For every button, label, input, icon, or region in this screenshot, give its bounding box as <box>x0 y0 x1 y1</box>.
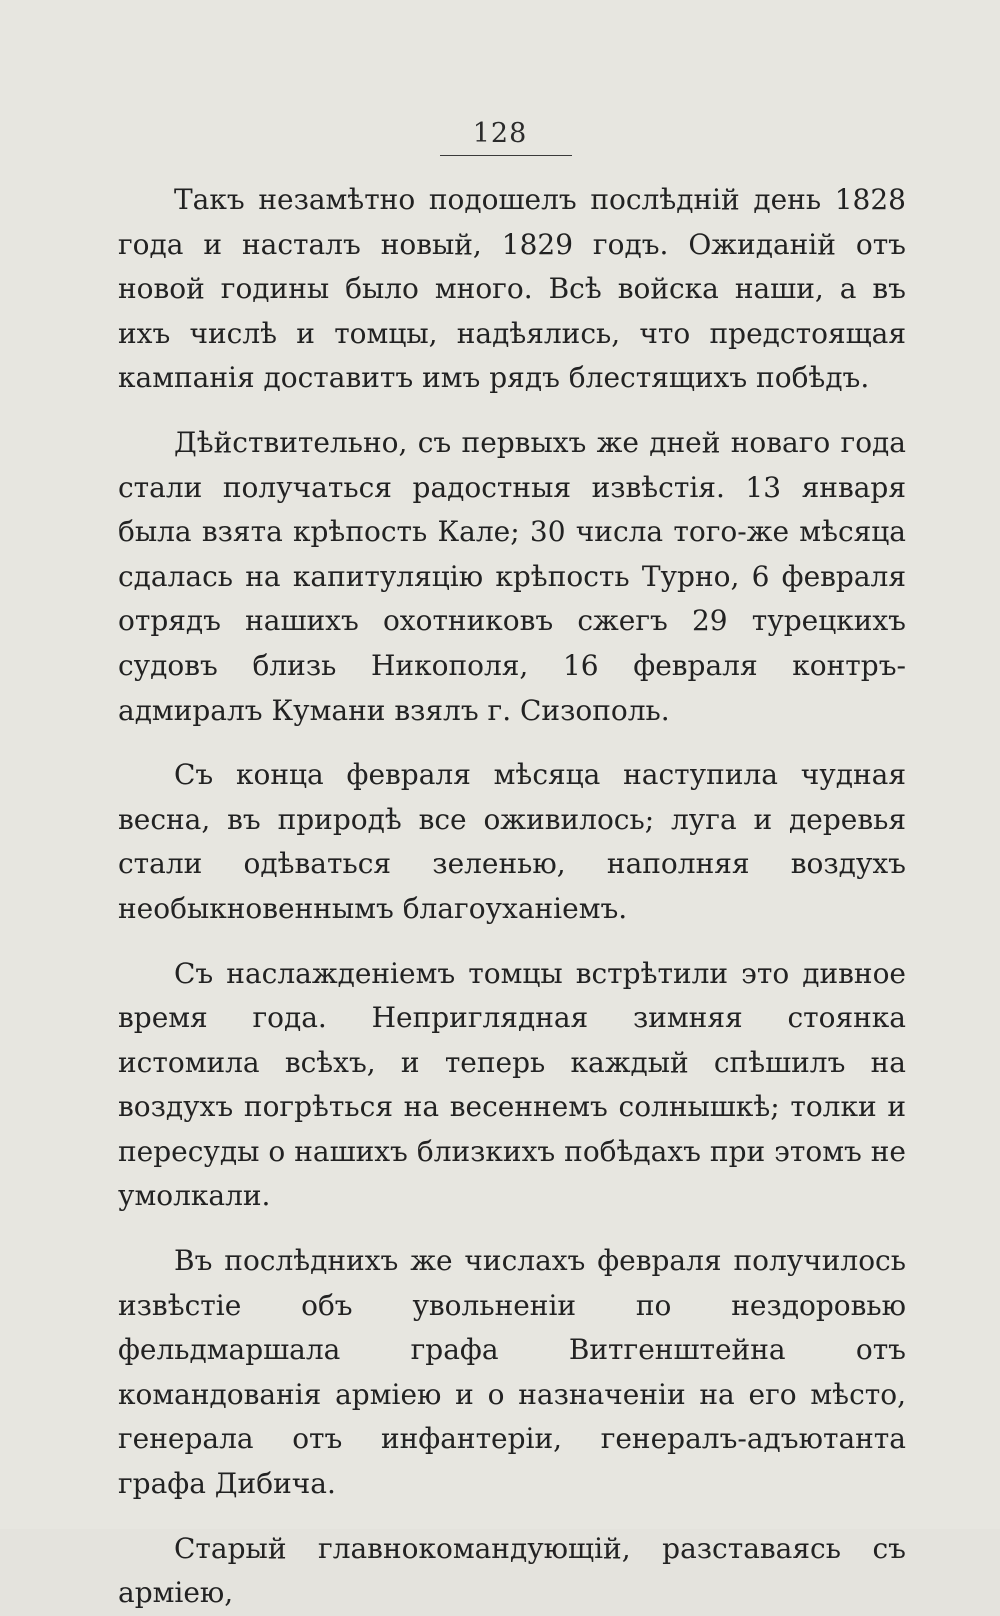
paragraph: Дѣйствительно, съ первыхъ же дней новаго года стали получаться радостныя извѣстiя. 13 января была взята крѣпость Кале; 30 числа того-же мѣсяца сдалась на капитуляцiю крѣпость Турно, 6 февраля отрядъ нашихъ охотниковъ сжегъ 29 турецкихъ судовъ близь Никополя, 16 февраля контръ-адмиралъ Кумани взялъ г. Сизополь. <box>118 425 906 727</box>
header-rule <box>440 155 572 156</box>
paragraph: Такъ незамѣтно подошелъ послѣднiй день 1828 года и насталъ новый, 1829 годъ. Ожиданiй отъ новой годины было много. Всѣ войска наши, а въ ихъ числѣ и томцы, надѣялись, что предстоящая кампанiя доставитъ имъ рядъ блестящихъ побѣдъ. <box>118 183 906 395</box>
body-text <box>118 178 906 1616</box>
paragraph: Въ послѣднихъ же числахъ февраля получилось извѣстiе объ увольненiи по нездоровью фельдмаршала графа Витгенштейна отъ командованiя армiею и о назначенiи на его мѣсто, генерала отъ инфантерiи, генералъ-адъютанта графа Дибича. <box>118 1244 906 1501</box>
page-number: 128 <box>472 118 528 149</box>
paragraph: Старый главнокомандующiй, разставаясь съ армiею, <box>118 1531 906 1610</box>
paragraph: Съ конца февраля мѣсяца наступила чудная весна, въ природѣ все оживилось; луга и деревья стали одѣваться зеленью, наполняя воздухъ необыкновеннымъ благоуханiемъ. <box>118 758 906 925</box>
paragraph: Съ наслажденiемъ томцы встрѣтили это дивное время года. Неприглядная зимняя стоянка истомила всѣхъ, и теперь каждый спѣшилъ на воздухъ погрѣться на весеннемъ солнышкѣ; толки и пересуды о нашихъ близкихъ побѣдахъ при этомъ не умолкали. <box>118 956 906 1213</box>
